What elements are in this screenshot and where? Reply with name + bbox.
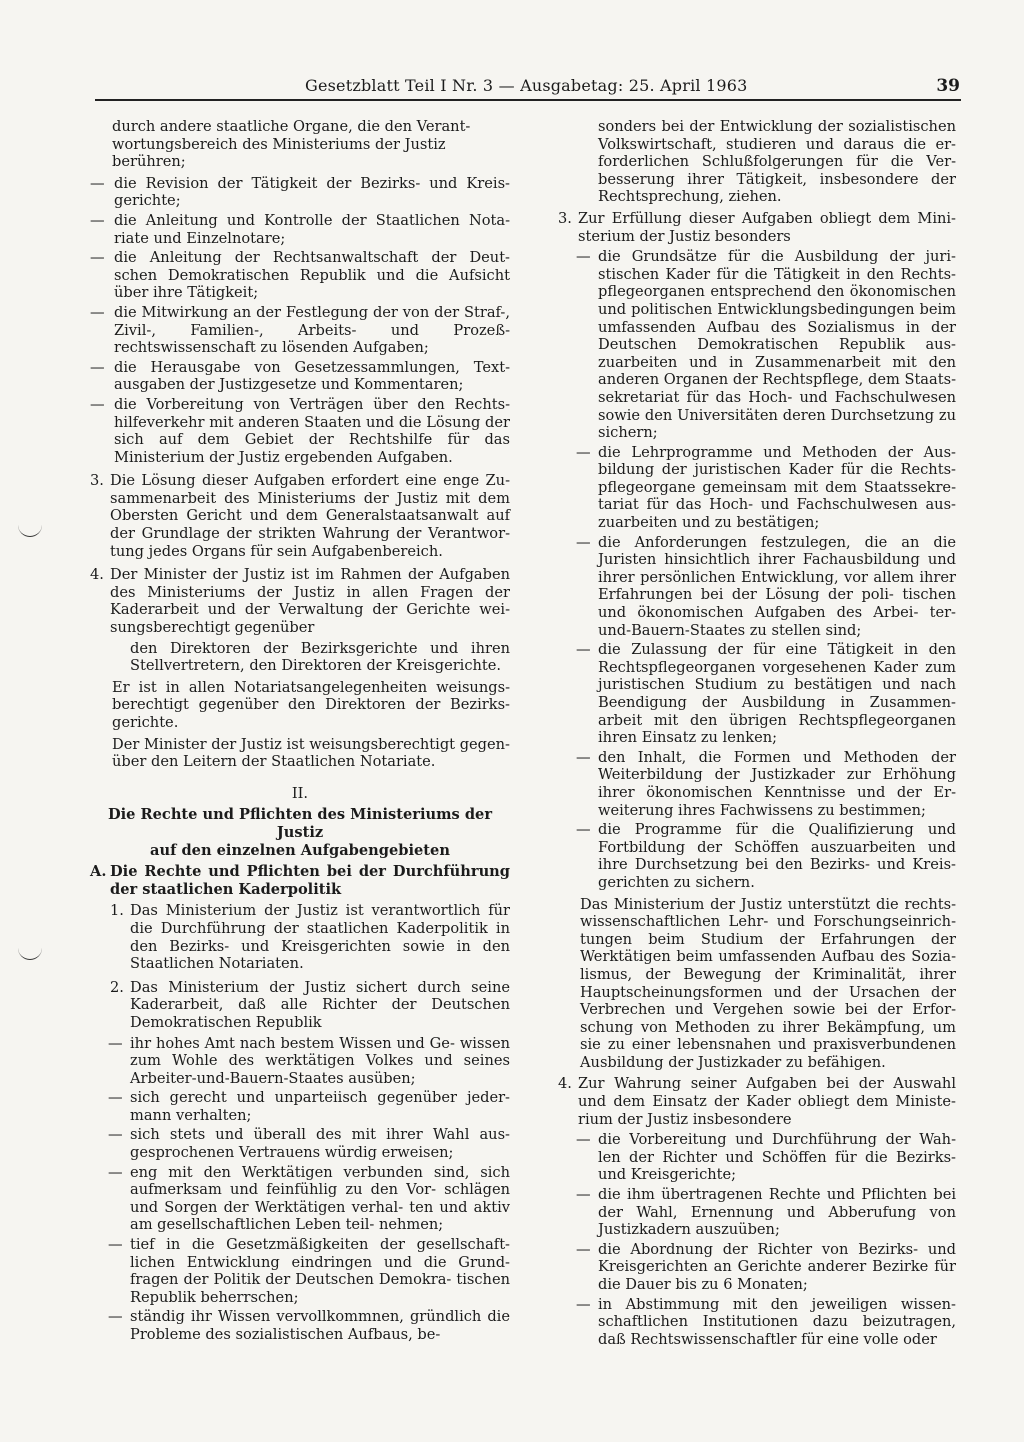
- numbered-item: [110, 979, 510, 1032]
- dash-item: — den Inhalt, die Formen und Methoden der Weiterbildung der Justizkader zur Erhöhung ihrer ökonomischen Kenntnisse und der Er- weiterung ihres Fachwissens zu bestimmen;: [576, 749, 956, 819]
- continuation-text: [90, 118, 510, 171]
- margin-mark: [18, 945, 42, 960]
- paragraph: Das Ministerium der Justiz unterstützt die rechts- wissenschaftlichen Lehr- und Forschungseinrich- tungen beim Studium der Erfahrungen der Werktätigen beim umfassenden Aufbau des Sozia- lismus, der Bewegung der Kriminalität, ihrer Hauptscheinungsformen und der Ursachen der Verbrechen und Vergehen sowie bei der Erfor- schung von Methoden zu ihrer Bekämpfung, um sie zu einer lebensnahen und praxisverbundenen Ausbildung der Justizkader zu befähigen.: [580, 895, 956, 1071]
- dash-item: — die Zulassung der für eine Tätigkeit in den Rechtspflegeorganen vorgesehenen Kader zum juristischen Studium zu bestätigen und nach Beendigung der Ausbildung in Zusammen- arbeit mit den übrigen Rechtspflegeorganen ihren Einsatz zu lenken;: [576, 641, 956, 747]
- dash-item: — die Herausgabe von Gesetzessammlungen, Text- ausgaben der Justizgesetze und Kommentaren;: [90, 359, 510, 394]
- numbered-item: [90, 472, 510, 560]
- dash-item: — in Abstimmung mit den jeweiligen wissen- schaftlichen Institutionen dazu beizutragen, daß Rechtswissenschaftler für eine volle oder: [576, 1296, 956, 1349]
- continuation-text: sonders bei der Entwicklung der sozialistischen Volkswirtschaft, studieren und daraus die er- forderlichen Schlußfolgerungen für die Ver- besserung ihrer Tätigkeit, insbesondere der Rechtsprechung, ziehen.: [598, 118, 956, 206]
- item-number: 1.: [110, 902, 124, 920]
- dash-item: — die Abordnung der Richter von Bezirks- und Kreisgerichten an Gerichte anderer Bezirke für die Dauer bis zu 6 Monaten;: [576, 1241, 956, 1294]
- item-number: 3.: [558, 209, 572, 227]
- item-text: Der Minister der Justiz ist im Rahmen der Aufgaben des Ministeriums der Justiz in allen Fragen der Kaderarbeit und der Verwaltung der Gerichte wei- sungsberechtigt gegenüber: [110, 566, 510, 637]
- dash-item: — die Programme für die Qualifizierung und Fortbildung der Schöffen auszuarbeiten und ihre Durchsetzung bei den Bezirks- und Kreis- gerichten zu sichern.: [576, 821, 956, 891]
- margin-mark: [18, 522, 42, 537]
- item-text: Das Ministerium der Justiz ist verantwortlich für die Durchführung der staatlichen Kaderpolitik in den Bezirks- und Kreisgerichten sowie in den Staatlichen Notariaten.: [130, 902, 510, 973]
- item-text: Zur Wahrung seiner Aufgaben bei der Auswahl und dem Einsatz der Kader obliegt dem Ministe- rium der Justiz insbesondere: [578, 1075, 956, 1128]
- numbered-item: [90, 566, 510, 636]
- dash-item: — ständig ihr Wissen vervollkommnen, gründlich die Probleme des sozialistischen Aufbaus, be-: [108, 1308, 510, 1343]
- text-line: wortungsbereich des Ministeriums der Justiz: [112, 135, 446, 153]
- dash-item: — ihr hohes Amt nach bestem Wissen und Ge- wissen zum Wohle des werktätigen Volkes und seines Arbeiter-und-Bauern-Staates ausüben;: [108, 1035, 510, 1088]
- dash-item: — die Anforderungen festzulegen, die an die Juristen hinsichtlich ihrer Fachausbildung und ihrer persönlichen Entwicklung, vor allem ihrer Erfahrungen bei der Lösung der poli- tischen und ökonomischen Aufgaben des Arbei- ter-und-Bauern-Staates zu stellen sind;: [576, 534, 956, 640]
- section-title: Die Rechte und Pflichten des Ministeriums der Justiz: [107, 806, 493, 841]
- dash-item: — die Anleitung und Kontrolle der Staatlichen Nota- riate und Einzelnotare;: [90, 212, 510, 247]
- item-text: Das Ministerium der Justiz sichert durch seine Kaderarbeit, daß alle Richter der Deutschen Demokratischen Republik: [130, 978, 510, 1031]
- page-header: [105, 76, 960, 100]
- text-line: berühren;: [112, 153, 186, 171]
- subsection-heading: [90, 863, 510, 898]
- right-column: [558, 118, 956, 1350]
- dash-item: — die Vorbereitung von Verträgen über den Rechts- hilfeverkehr mit anderen Staaten und die Lösung der sich auf dem Gebiet der Rechtshilfe für das Ministerium der Justiz ergebenden Aufgaben.: [90, 396, 510, 466]
- numbered-item: [110, 902, 510, 972]
- dash-item: — die Mitwirkung an der Festlegung der von der Straf-, Zivil-, Familien-, Arbeits- und Prozeß- rechtswissenschaft zu lösenden Aufgaben;: [90, 304, 510, 357]
- header-title: Gesetzblatt Teil I Nr. 3 — Ausgabetag: 25. April 1963: [305, 76, 748, 95]
- item-number: 4.: [558, 1075, 572, 1093]
- numbered-item: [558, 210, 956, 245]
- indented-paragraph: den Direktoren der Bezirksgerichte und ihren Stellvertretern, den Direktoren der Kreisgerichte.: [130, 639, 510, 675]
- dash-item: — die Grundsätze für die Ausbildung der juri- stischen Kader für die Tätigkeit in den Rechts- pflegeorganen entsprechend den ökonomischen und politischen Entwicklungsbedingungen beim umfassenden Aufbau des Sozialismus in der Deutschen Demokratischen Republik aus- zuarbeiten und in Zusammenarbeit mit den anderen Organen der Rechtspflege, dem Staats- sekretariat für das Hoch- und Fachschulwesen sowie den Universitäten deren Durchsetzung zu sichern;: [576, 248, 956, 442]
- dash-item: — eng mit den Werktätigen verbunden sind, sich aufmerksam und feinfühlig zu den Vor- schlägen und Sorgen der Werktätigen verhal- ten und aktiv am gesellschaftlichen Leben teil- nehmen;: [108, 1164, 510, 1234]
- item-number: 2.: [110, 978, 124, 996]
- dash-item: — die Revision der Tätigkeit der Bezirks- und Kreis- gerichte;: [90, 175, 510, 210]
- item-number: 4.: [90, 566, 104, 584]
- section-number: II.: [291, 784, 309, 802]
- header-rule: [95, 99, 961, 101]
- paragraph: Der Minister der Justiz ist weisungsberechtigt gegen- über den Leitern der Staatlichen Notariate.: [112, 735, 510, 771]
- dash-item: — sich stets und überall des mit ihrer Wahl aus- gesprochenen Vertrauens würdig erweisen;: [108, 1126, 510, 1161]
- section-title: auf den einzelnen Aufgabengebieten: [150, 841, 450, 859]
- left-column: [90, 118, 510, 1346]
- dash-item: — sich gerecht und unparteiisch gegenüber jeder- mann verhalten;: [108, 1089, 510, 1124]
- page-number: 39: [936, 76, 960, 96]
- text-line: durch andere staatliche Organe, die den Verant-: [112, 118, 471, 135]
- dash-item: — die Anleitung der Rechtsanwaltschaft der Deut- schen Demokratischen Republik und die Aufsicht über ihre Tätigkeit;: [90, 249, 510, 302]
- numbered-item: [558, 1075, 956, 1128]
- dash-item: — die Vorbereitung und Durchführung der Wah- len der Richter und Schöffen für die Bezirks- und Kreisgerichte;: [576, 1131, 956, 1184]
- subsection-label: A.: [90, 863, 107, 881]
- item-number: 3.: [90, 472, 104, 490]
- dash-item: — die Lehrprogramme und Methoden der Aus- bildung der juristischen Kader für die Rechts- pflegeorgane gemeinsam mit dem Staatssekre- tariat für das Hoch- und Fachschulwesen aus- zuarbeiten und zu bestätigen;: [576, 444, 956, 532]
- dash-item: — tief in die Gesetzmäßigkeiten der gesellschaft- lichen Entwicklung eindringen und die Grund- fragen der Politik der Deutschen Demokra- tischen Republik beherrschen;: [108, 1236, 510, 1306]
- paragraph: Er ist in allen Notariatsangelegenheiten weisungs- berechtigt gegenüber den Direktoren der Bezirks- gerichte.: [112, 678, 510, 731]
- item-text: Die Lösung dieser Aufgaben erfordert eine enge Zu- sammenarbeit des Ministeriums der Justiz mit dem Obersten Gericht und dem Generalstaatsanwalt auf der Grundlage der strikten Wahrung der Verantwor- tung jedes Organs für sein Aufgabenbereich.: [110, 472, 510, 560]
- item-text: Zur Erfüllung dieser Aufgaben obliegt dem Mini- sterium der Justiz besonders: [578, 209, 956, 245]
- subsection-title: Die Rechte und Pflichten bei der Durchführung der staatlichen Kaderpolitik: [110, 863, 510, 898]
- dash-item: — die ihm übertragenen Rechte und Pflichten bei der Wahl, Ernennung und Abberufung von Justizkadern auszuüben;: [576, 1186, 956, 1239]
